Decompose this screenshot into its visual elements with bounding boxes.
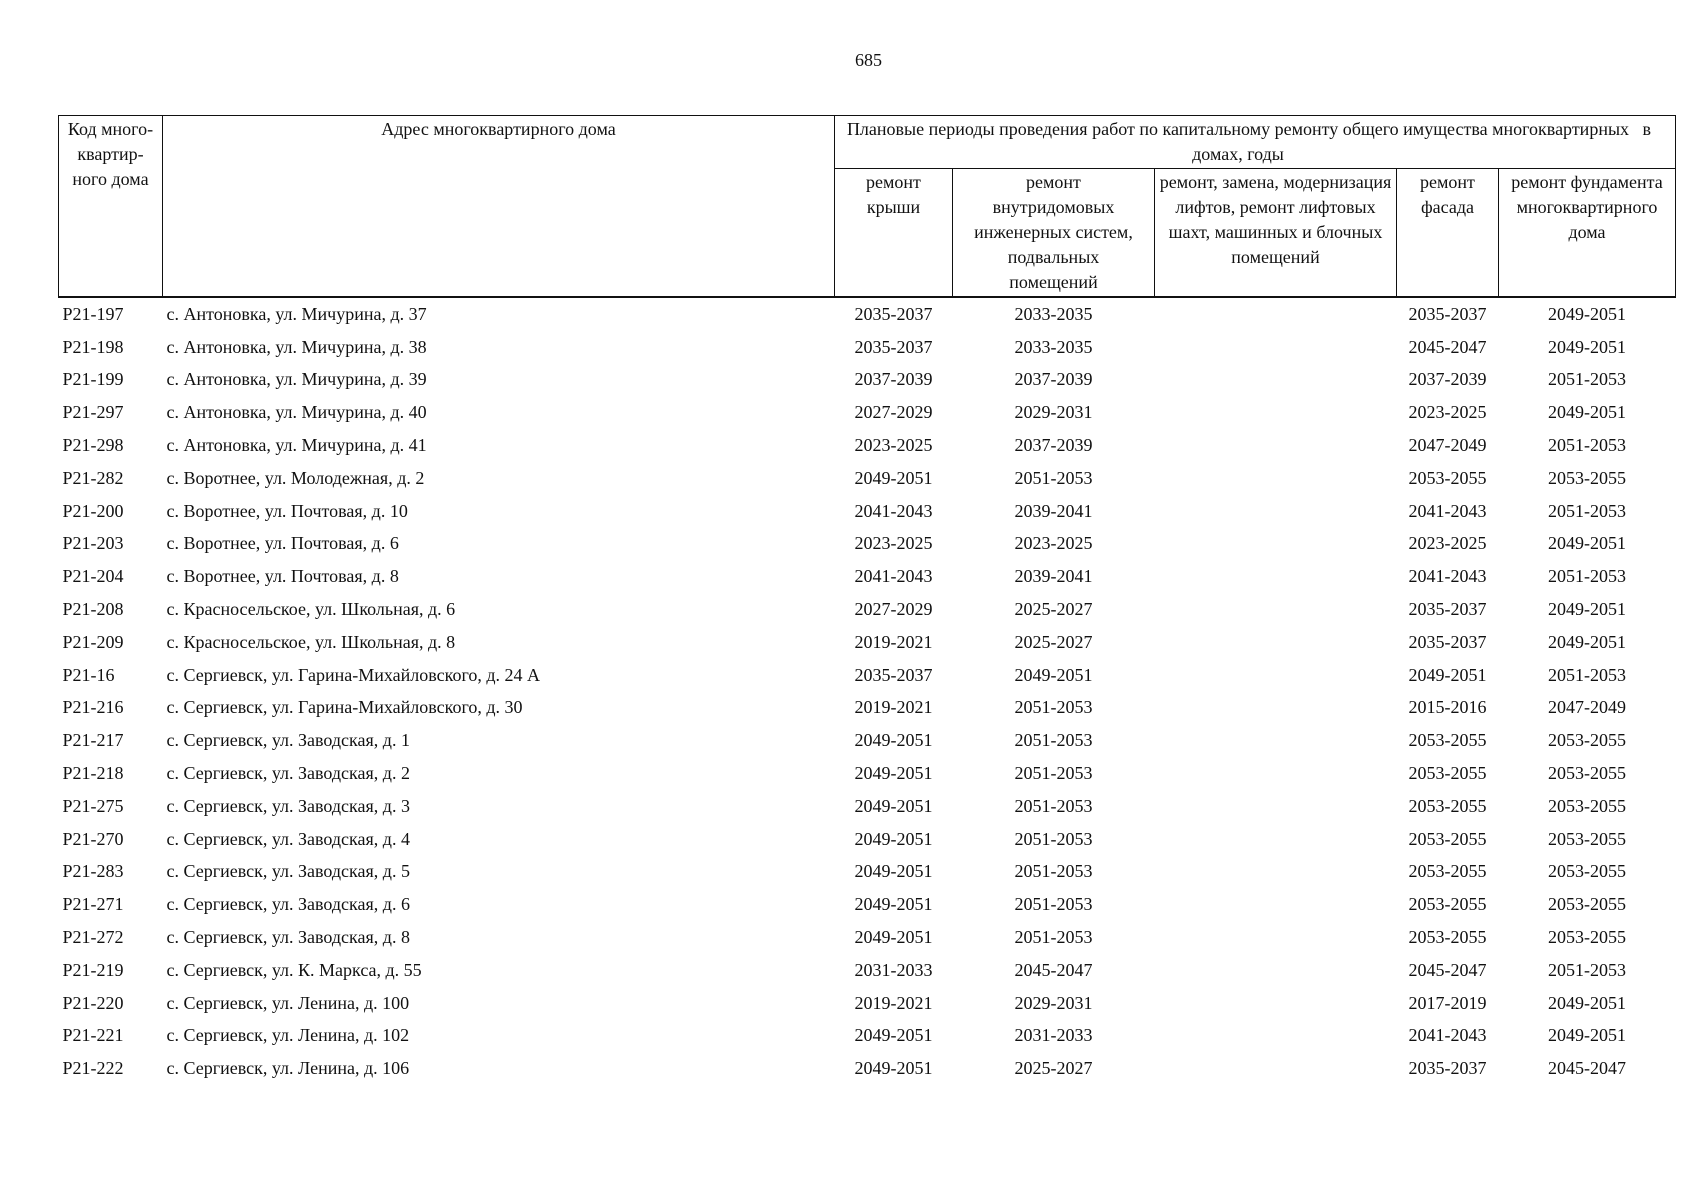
header-roof-repair: ремонт крыши xyxy=(835,169,953,298)
lift-period-cell xyxy=(1155,331,1397,364)
facade-period-cell: 2053-2055 xyxy=(1408,861,1487,882)
engineering-period-cell: 2049-2051 xyxy=(1014,664,1093,685)
address-cell: с. Антоновка, ул. Мичурина, д. 40 xyxy=(166,402,427,423)
header-building-code: Код много- квартир- ного дома xyxy=(59,116,163,298)
lift-period-cell xyxy=(1155,626,1397,659)
foundation-period-cell: 2051-2053 xyxy=(1548,566,1626,587)
address-cell: с. Антоновка, ул. Мичурина, д. 38 xyxy=(166,336,427,357)
roof-period-cell: 2027-2029 xyxy=(854,599,933,620)
facade-period-cell: 2049-2051 xyxy=(1408,664,1487,685)
engineering-period-cell: 2037-2039 xyxy=(1014,369,1093,390)
facade-period-cell: 2053-2055 xyxy=(1408,894,1487,915)
building-code-cell: Р21-197 xyxy=(62,303,124,324)
engineering-period-cell: 2051-2053 xyxy=(1014,894,1093,915)
roof-period-cell: 2049-2051 xyxy=(854,927,933,948)
building-code-cell: Р21-298 xyxy=(62,435,124,456)
table-row xyxy=(59,528,1676,561)
foundation-period-cell: 2049-2051 xyxy=(1548,599,1626,620)
address-cell: с. Сергиевск, ул. Заводская, д. 2 xyxy=(166,763,410,784)
facade-period-cell: 2053-2055 xyxy=(1408,828,1487,849)
lift-period-cell xyxy=(1155,757,1397,790)
engineering-period-cell: 2045-2047 xyxy=(1014,959,1093,980)
engineering-period-cell: 2051-2053 xyxy=(1014,763,1093,784)
lift-period-cell xyxy=(1155,987,1397,1020)
facade-period-cell: 2053-2055 xyxy=(1408,467,1487,488)
building-code-cell: Р21-220 xyxy=(62,992,124,1013)
foundation-period-cell: 2053-2055 xyxy=(1548,763,1626,784)
engineering-period-cell: 2031-2033 xyxy=(1014,1025,1093,1046)
facade-period-cell: 2047-2049 xyxy=(1408,435,1487,456)
engineering-period-cell: 2029-2031 xyxy=(1014,402,1093,423)
roof-period-cell: 2049-2051 xyxy=(854,730,933,751)
address-cell: с. Воротнее, ул. Почтовая, д. 10 xyxy=(166,500,408,521)
table-row xyxy=(59,495,1676,528)
header-planned-periods xyxy=(835,116,1676,169)
foundation-period-cell: 2049-2051 xyxy=(1548,533,1626,554)
engineering-period-cell: 2051-2053 xyxy=(1014,795,1093,816)
lift-period-cell xyxy=(1155,528,1397,561)
lift-period-cell xyxy=(1155,560,1397,593)
facade-period-cell: 2045-2047 xyxy=(1408,336,1487,357)
address-cell: с. Красносельское, ул. Школьная, д. 8 xyxy=(166,631,456,652)
table-header xyxy=(59,116,1676,298)
roof-period-cell: 2035-2037 xyxy=(854,336,933,357)
lift-period-cell xyxy=(1155,396,1397,429)
building-code-cell: Р21-222 xyxy=(62,1058,124,1079)
roof-period-cell: 2037-2039 xyxy=(854,369,933,390)
roof-period-cell: 2049-2051 xyxy=(854,1025,933,1046)
address-cell: с. Сергиевск, ул. К. Маркса, д. 55 xyxy=(166,959,422,980)
foundation-period-cell: 2051-2053 xyxy=(1548,664,1626,685)
table-row xyxy=(59,954,1676,987)
engineering-period-cell: 2051-2053 xyxy=(1014,828,1093,849)
roof-period-cell: 2049-2051 xyxy=(854,763,933,784)
facade-period-cell: 2017-2019 xyxy=(1408,992,1487,1013)
engineering-period-cell: 2025-2027 xyxy=(1014,1058,1093,1079)
building-code-cell: Р21-208 xyxy=(62,599,124,620)
lift-period-cell xyxy=(1155,790,1397,823)
foundation-period-cell: 2049-2051 xyxy=(1548,992,1626,1013)
foundation-period-cell: 2053-2055 xyxy=(1548,861,1626,882)
address-cell: с. Сергиевск, ул. Заводская, д. 4 xyxy=(166,828,410,849)
building-code-cell: Р21-272 xyxy=(62,927,124,948)
engineering-period-cell: 2033-2035 xyxy=(1014,303,1093,324)
engineering-period-cell: 2051-2053 xyxy=(1014,927,1093,948)
foundation-period-cell: 2047-2049 xyxy=(1548,697,1626,718)
building-code-cell: Р21-209 xyxy=(62,631,124,652)
lift-period-cell xyxy=(1155,429,1397,462)
lift-period-cell xyxy=(1155,495,1397,528)
foundation-period-cell: 2049-2051 xyxy=(1548,402,1626,423)
table-row xyxy=(59,1020,1676,1053)
roof-period-cell: 2049-2051 xyxy=(854,467,933,488)
facade-period-cell: 2053-2055 xyxy=(1408,927,1487,948)
building-code-cell: Р21-216 xyxy=(62,697,124,718)
building-code-cell: Р21-203 xyxy=(62,533,124,554)
building-code-cell: Р21-221 xyxy=(62,1025,124,1046)
lift-period-cell xyxy=(1155,823,1397,856)
address-cell: с. Сергиевск, ул. Заводская, д. 6 xyxy=(166,894,410,915)
foundation-period-cell: 2051-2053 xyxy=(1548,500,1626,521)
table-row xyxy=(59,560,1676,593)
foundation-period-cell: 2053-2055 xyxy=(1548,828,1626,849)
lift-period-cell xyxy=(1155,692,1397,725)
foundation-period-cell: 2049-2051 xyxy=(1548,336,1626,357)
engineering-period-cell: 2039-2041 xyxy=(1014,500,1093,521)
address-cell: с. Воротнее, ул. Молодежная, д. 2 xyxy=(166,467,425,488)
lift-period-cell xyxy=(1155,593,1397,626)
foundation-period-cell: 2049-2051 xyxy=(1548,631,1626,652)
building-code-cell: Р21-219 xyxy=(62,959,124,980)
lift-period-cell xyxy=(1155,888,1397,921)
building-code-cell: Р21-297 xyxy=(62,402,124,423)
facade-period-cell: 2053-2055 xyxy=(1408,730,1487,751)
address-cell: с. Сергиевск, ул. Заводская, д. 8 xyxy=(166,927,410,948)
table-row xyxy=(59,692,1676,725)
address-cell: с. Сергиевск, ул. Заводская, д. 1 xyxy=(166,730,410,751)
table-row xyxy=(59,331,1676,364)
lift-period-cell xyxy=(1155,462,1397,495)
engineering-period-cell: 2037-2039 xyxy=(1014,435,1093,456)
table-row xyxy=(59,462,1676,495)
building-code-cell: Р21-275 xyxy=(62,795,124,816)
roof-period-cell: 2023-2025 xyxy=(854,435,933,456)
engineering-period-cell: 2051-2053 xyxy=(1014,730,1093,751)
table-row xyxy=(59,823,1676,856)
address-cell: с. Антоновка, ул. Мичурина, д. 41 xyxy=(166,435,427,456)
roof-period-cell: 2041-2043 xyxy=(854,500,933,521)
facade-period-cell: 2023-2025 xyxy=(1408,402,1487,423)
facade-period-cell: 2035-2037 xyxy=(1408,1058,1487,1079)
header-address: Адрес многоквартирного дома xyxy=(163,116,835,298)
facade-period-cell: 2035-2037 xyxy=(1408,631,1487,652)
engineering-period-cell: 2051-2053 xyxy=(1014,861,1093,882)
header-engineering-repair: ремонт внутридомовых инженерных систем, подвальных помещений xyxy=(953,169,1155,298)
facade-period-cell: 2035-2037 xyxy=(1408,599,1487,620)
lift-period-cell xyxy=(1155,297,1397,331)
header-lift-repair: ремонт, замена, модернизация лифтов, ремонт лифтовых шахт, машинных и блочных помещений xyxy=(1155,169,1397,298)
header-planned-periods-trailing: в xyxy=(1642,119,1651,139)
table-row xyxy=(59,297,1676,331)
roof-period-cell: 2049-2051 xyxy=(854,861,933,882)
facade-period-cell: 2041-2043 xyxy=(1408,566,1487,587)
header-planned-periods-text: Плановые периоды проведения работ по капитальному ремонту общего имущества многоквартирных домах, годы xyxy=(846,119,1630,164)
roof-period-cell: 2019-2021 xyxy=(854,697,933,718)
roof-period-cell: 2049-2051 xyxy=(854,1058,933,1079)
address-cell: с. Сергиевск, ул. Гарина-Михайловского, д. 30 xyxy=(166,697,523,718)
roof-period-cell: 2027-2029 xyxy=(854,402,933,423)
address-cell: с. Красносельское, ул. Школьная, д. 6 xyxy=(166,599,456,620)
lift-period-cell xyxy=(1155,921,1397,954)
building-code-cell: Р21-283 xyxy=(62,861,124,882)
roof-period-cell: 2041-2043 xyxy=(854,566,933,587)
foundation-period-cell: 2053-2055 xyxy=(1548,795,1626,816)
address-cell: с. Сергиевск, ул. Гарина-Михайловского, д. 24 А xyxy=(166,664,541,685)
roof-period-cell: 2035-2037 xyxy=(854,664,933,685)
foundation-period-cell: 2053-2055 xyxy=(1548,894,1626,915)
roof-period-cell: 2019-2021 xyxy=(854,631,933,652)
facade-period-cell: 2023-2025 xyxy=(1408,533,1487,554)
table-body xyxy=(59,297,1676,1085)
header-facade-repair: ремонт фасада xyxy=(1397,169,1499,298)
lift-period-cell xyxy=(1155,724,1397,757)
table-row xyxy=(59,757,1676,790)
roof-period-cell: 2031-2033 xyxy=(854,959,933,980)
address-cell: с. Воротнее, ул. Почтовая, д. 6 xyxy=(166,533,399,554)
facade-period-cell: 2015-2016 xyxy=(1408,697,1487,718)
engineering-period-cell: 2025-2027 xyxy=(1014,599,1093,620)
address-cell: с. Воротнее, ул. Почтовая, д. 8 xyxy=(166,566,399,587)
building-code-cell: Р21-271 xyxy=(62,894,124,915)
table-row xyxy=(59,593,1676,626)
building-code-cell: Р21-198 xyxy=(62,336,124,357)
lift-period-cell xyxy=(1155,364,1397,397)
foundation-period-cell: 2049-2051 xyxy=(1548,1025,1626,1046)
building-code-cell: Р21-218 xyxy=(62,763,124,784)
foundation-period-cell: 2053-2055 xyxy=(1548,467,1626,488)
facade-period-cell: 2053-2055 xyxy=(1408,795,1487,816)
engineering-period-cell: 2033-2035 xyxy=(1014,336,1093,357)
engineering-period-cell: 2039-2041 xyxy=(1014,566,1093,587)
facade-period-cell: 2041-2043 xyxy=(1408,1025,1487,1046)
building-code-cell: Р21-200 xyxy=(62,500,124,521)
foundation-period-cell: 2053-2055 xyxy=(1548,730,1626,751)
roof-period-cell: 2049-2051 xyxy=(854,828,933,849)
address-cell: с. Сергиевск, ул. Заводская, д. 5 xyxy=(166,861,410,882)
building-code-cell: Р21-199 xyxy=(62,369,124,390)
table-row xyxy=(59,921,1676,954)
foundation-period-cell: 2051-2053 xyxy=(1548,959,1626,980)
building-code-cell: Р21-217 xyxy=(62,730,124,751)
table-row xyxy=(59,626,1676,659)
roof-period-cell: 2049-2051 xyxy=(854,894,933,915)
lift-period-cell xyxy=(1155,856,1397,889)
address-cell: с. Сергиевск, ул. Ленина, д. 106 xyxy=(166,1058,410,1079)
facade-period-cell: 2041-2043 xyxy=(1408,500,1487,521)
lift-period-cell xyxy=(1155,659,1397,692)
building-code-cell: Р21-282 xyxy=(62,467,124,488)
header-foundation-repair: ремонт фундамента многоквартирного дома xyxy=(1499,169,1676,298)
engineering-period-cell: 2051-2053 xyxy=(1014,697,1093,718)
foundation-period-cell: 2049-2051 xyxy=(1548,303,1626,324)
table-row xyxy=(59,364,1676,397)
foundation-period-cell: 2045-2047 xyxy=(1548,1058,1626,1079)
engineering-period-cell: 2051-2053 xyxy=(1014,467,1093,488)
roof-period-cell: 2019-2021 xyxy=(854,992,933,1013)
roof-period-cell: 2035-2037 xyxy=(854,303,933,324)
foundation-period-cell: 2053-2055 xyxy=(1548,927,1626,948)
table-row xyxy=(59,987,1676,1020)
lift-period-cell xyxy=(1155,954,1397,987)
table-row xyxy=(59,888,1676,921)
lift-period-cell xyxy=(1155,1020,1397,1053)
table-row xyxy=(59,429,1676,462)
building-code-cell: Р21-204 xyxy=(62,566,124,587)
lift-period-cell xyxy=(1155,1052,1397,1085)
address-cell: с. Сергиевск, ул. Ленина, д. 102 xyxy=(166,1025,410,1046)
table-row xyxy=(59,396,1676,429)
foundation-period-cell: 2051-2053 xyxy=(1548,369,1626,390)
address-cell: с. Сергиевск, ул. Ленина, д. 100 xyxy=(166,992,410,1013)
engineering-period-cell: 2023-2025 xyxy=(1014,533,1093,554)
table-row xyxy=(59,790,1676,823)
capital-repair-plan-table xyxy=(58,115,1676,1085)
page-number: 685 xyxy=(855,50,882,70)
roof-period-cell: 2049-2051 xyxy=(854,795,933,816)
facade-period-cell: 2037-2039 xyxy=(1408,369,1487,390)
facade-period-cell: 2045-2047 xyxy=(1408,959,1487,980)
building-code-cell: Р21-16 xyxy=(62,664,115,685)
table-row xyxy=(59,659,1676,692)
address-cell: с. Сергиевск, ул. Заводская, д. 3 xyxy=(166,795,410,816)
engineering-period-cell: 2025-2027 xyxy=(1014,631,1093,652)
foundation-period-cell: 2051-2053 xyxy=(1548,435,1626,456)
table-row xyxy=(59,856,1676,889)
facade-period-cell: 2053-2055 xyxy=(1408,763,1487,784)
building-code-cell: Р21-270 xyxy=(62,828,124,849)
table-row xyxy=(59,724,1676,757)
engineering-period-cell: 2029-2031 xyxy=(1014,992,1093,1013)
facade-period-cell: 2035-2037 xyxy=(1408,303,1487,324)
table-row xyxy=(59,1052,1676,1085)
address-cell: с. Антоновка, ул. Мичурина, д. 39 xyxy=(166,369,427,390)
roof-period-cell: 2023-2025 xyxy=(854,533,933,554)
address-cell: с. Антоновка, ул. Мичурина, д. 37 xyxy=(166,303,427,324)
